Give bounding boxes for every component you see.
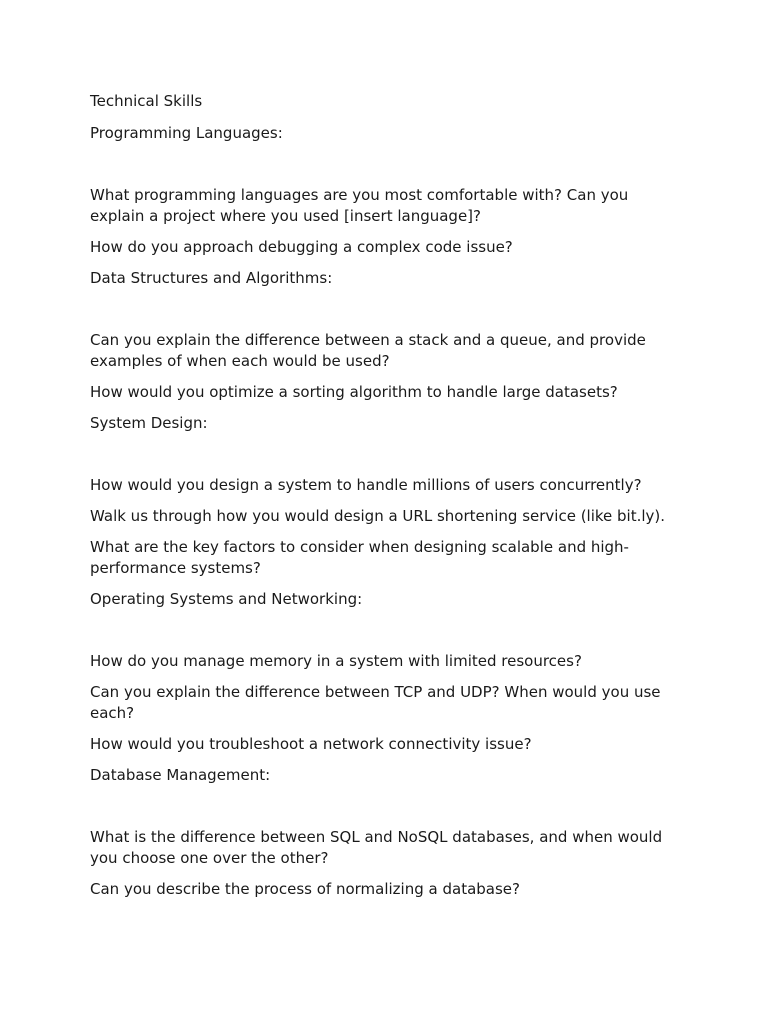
question-item: How would you troubleshoot a network connectivity issue? — [90, 735, 532, 753]
question-item: What programming languages are you most comfortable with? Can you explain a project where you used [insert language]? — [90, 186, 629, 225]
document-page — [90, 91, 680, 910]
question-item: How would you design a system to handle millions of users concurrently? — [90, 476, 642, 494]
question-item: How do you manage memory in a system with limited resources? — [90, 652, 582, 670]
document-title: Technical Skills — [90, 92, 203, 110]
question-item: How do you approach debugging a complex code issue? — [90, 238, 513, 256]
section-heading: System Design: — [90, 414, 208, 432]
question-item: What is the difference between SQL and NoSQL databases, and when would you choose one over the other? — [90, 828, 663, 867]
section-data-structures — [90, 268, 680, 403]
question-item: How would you optimize a sorting algorithm to handle large datasets? — [90, 383, 618, 401]
question-item: What are the key factors to consider when designing scalable and high-performance systems? — [90, 538, 629, 577]
section-os-networking — [90, 589, 680, 755]
section-database-management — [90, 765, 680, 900]
question-item: Can you explain the difference between TCP and UDP? When would you use each? — [90, 683, 661, 722]
section-system-design — [90, 413, 680, 579]
section-heading: Programming Languages: — [90, 124, 283, 142]
section-heading: Data Structures and Algorithms: — [90, 269, 333, 287]
section-heading: Database Management: — [90, 766, 271, 784]
question-item: Can you describe the process of normalizing a database? — [90, 880, 520, 898]
question-item: Walk us through how you would design a URL shortening service (like bit.ly). — [90, 507, 666, 525]
section-programming-languages — [90, 123, 680, 258]
question-item: Can you explain the difference between a stack and a queue, and provide examples of when each would be used? — [90, 331, 646, 370]
section-heading: Operating Systems and Networking: — [90, 590, 363, 608]
